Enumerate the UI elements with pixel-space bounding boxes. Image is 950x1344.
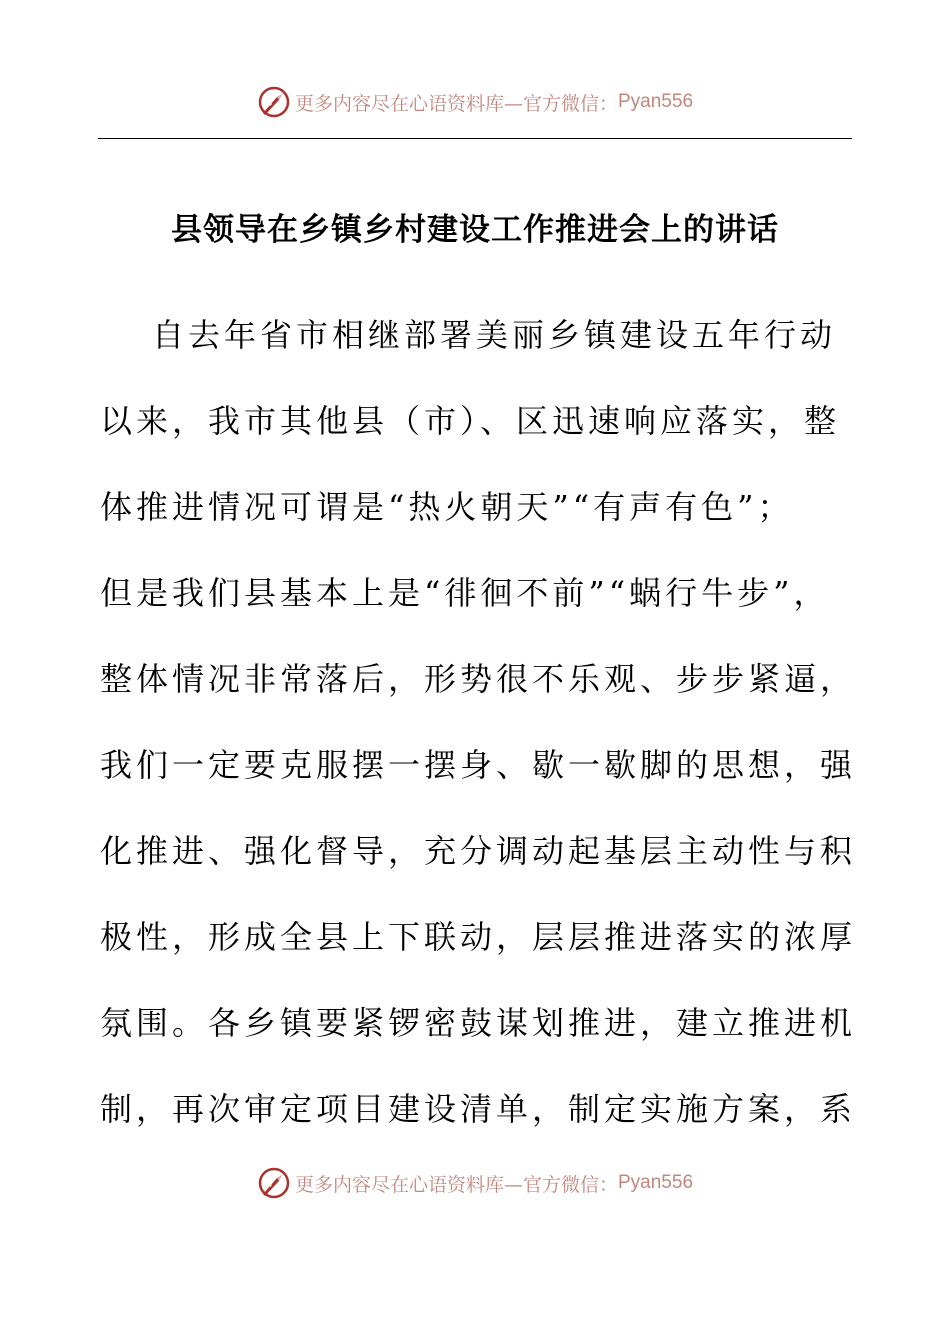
wechat-handle: Pyan556 — [618, 91, 694, 112]
pen-nib-logo-icon — [257, 85, 291, 119]
header-banner — [0, 82, 950, 122]
body-line: 极性，形成全县上下联动，层层推进落实的浓厚 — [100, 918, 857, 956]
body-line: 制，再次审定项目建设清单，制定实施方案，系 — [100, 1090, 857, 1128]
wechat-handle: Pyan556 — [618, 1172, 694, 1193]
banner-text: 更多内容尽在心语资料库—官方微信： — [294, 1173, 618, 1196]
pen-nib-logo-icon — [257, 1166, 291, 1200]
banner-text: 更多内容尽在心语资料库—官方微信： — [294, 92, 618, 115]
body-line: 我们一定要克服摆一摆身、歇一歇脚的思想，强 — [100, 746, 857, 784]
body-line: 化推进、强化督导，充分调动起基层主动性与积 — [100, 832, 857, 870]
body-line: 体推进情况可谓是“热火朝天”“有声有色”； — [100, 488, 794, 526]
body-line: 整体情况非常落后，形势很不乐观、步步紧逼， — [100, 660, 857, 698]
document-body — [100, 307, 870, 1167]
header-divider — [98, 138, 852, 139]
body-line: 以来，我市其他县（市）、区迅速响应落实，整 — [100, 402, 841, 440]
footer-banner — [0, 1163, 950, 1203]
body-line: 氛围。各乡镇要紧锣密鼓谋划推进，建立推进机 — [100, 1004, 857, 1042]
document-title: 县领导在乡镇乡村建设工作推进会上的讲话 — [171, 212, 779, 248]
body-line: 但是我们县基本上是“徘徊不前”“蜗行牛步”， — [100, 574, 830, 612]
body-line: 自去年省市相继部署美丽乡镇建设五年行动 — [152, 316, 837, 354]
